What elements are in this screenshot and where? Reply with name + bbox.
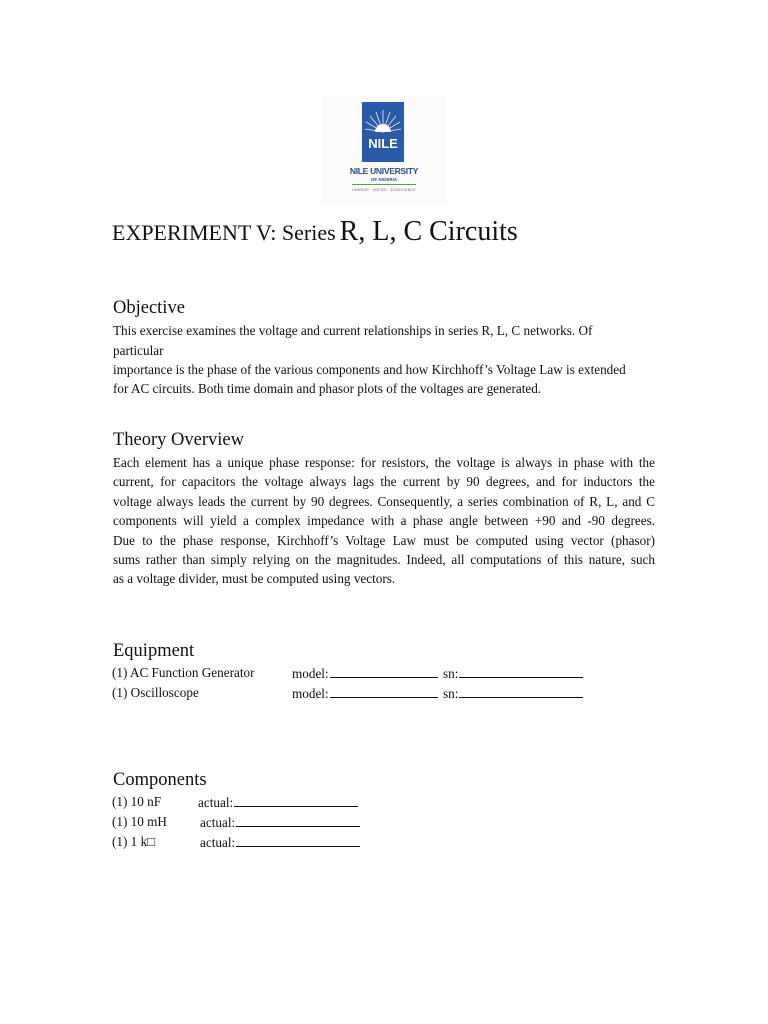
theory-line: components will yield a complex impedance with a phase angle between +90 and -90 degrees. (113, 513, 655, 529)
objective-line: This exercise examines the voltage and current relationships in series R, L, C networks. Of (113, 323, 593, 338)
model-field (292, 663, 438, 683)
sn-blank[interactable] (459, 683, 583, 698)
model-blank[interactable] (330, 683, 438, 698)
theory-line: sums rather than simply relying on the magnitudes. Indeed, all computations of this nature, such (113, 551, 655, 567)
sn-field (443, 683, 583, 703)
component-name: (1) 10 nF (112, 794, 162, 809)
component-name: (1) 1 k□ (112, 834, 156, 849)
model-label: model: (292, 666, 329, 681)
title-main: R, L, C Circuits (339, 216, 518, 247)
logo-badge-text: NILE (368, 136, 398, 151)
theory-line: Due to the phase response, Kirchhoff’s Voltage Law must be computed using vector (phasor) (113, 532, 655, 548)
actual-field (200, 832, 360, 852)
objective-heading: Objective (113, 298, 185, 318)
components-heading: Components (113, 770, 207, 790)
sn-label: sn: (443, 666, 459, 681)
logo-divider (352, 184, 416, 185)
equipment-name: (1) AC Function Generator (112, 665, 255, 680)
sn-field (443, 663, 583, 683)
university-logo (322, 96, 446, 204)
component-name: (1) 10 mH (112, 814, 167, 829)
theory-heading: Theory Overview (113, 430, 244, 450)
actual-blank[interactable] (234, 792, 358, 807)
model-field (292, 683, 438, 703)
objective-line: particular (113, 343, 164, 358)
theory-paragraph (113, 453, 655, 589)
theory-line: current, for capacitors the voltage always lags the current by 90 degrees, and for inductors the (113, 474, 655, 490)
actual-label: actual: (198, 795, 234, 810)
theory-line: as a voltage divider, must be computed using vectors. (113, 571, 396, 587)
actual-field (200, 812, 360, 832)
objective-line: importance is the phase of the various components and how Kirchhoff’s Voltage Law is extended (113, 362, 626, 377)
logo-badge (362, 102, 404, 162)
actual-blank[interactable] (236, 812, 360, 827)
model-blank[interactable] (330, 663, 438, 678)
theory-line: Each element has a unique phase response: for resistors, the voltage is always in phase with the (113, 455, 655, 470)
actual-field (198, 792, 358, 812)
document-title (112, 212, 518, 256)
title-prefix: EXPERIMENT V: Series (112, 220, 336, 245)
logo-university-sub: OF NIGERIA (370, 177, 398, 182)
sn-blank[interactable] (459, 663, 583, 678)
equipment-name: (1) Oscilloscope (112, 685, 199, 700)
sn-label: sn: (443, 686, 459, 701)
actual-blank[interactable] (236, 832, 360, 847)
theory-line: voltage always leads the current by 90 degrees. Consequently, a series combination of R, L, and C (113, 493, 655, 509)
objective-line: for AC circuits. Both time domain and phasor plots of the voltages are generated. (113, 381, 542, 396)
actual-label: actual: (200, 815, 236, 830)
sunburst-icon (362, 102, 404, 162)
logo-motto: HONOUR · UNITED · EXCELLENCE (352, 188, 416, 192)
logo-university-name: NILE UNIVERSITY (349, 166, 419, 176)
actual-label: actual: (200, 835, 236, 850)
equipment-heading: Equipment (113, 641, 195, 661)
model-label: model: (292, 686, 329, 701)
